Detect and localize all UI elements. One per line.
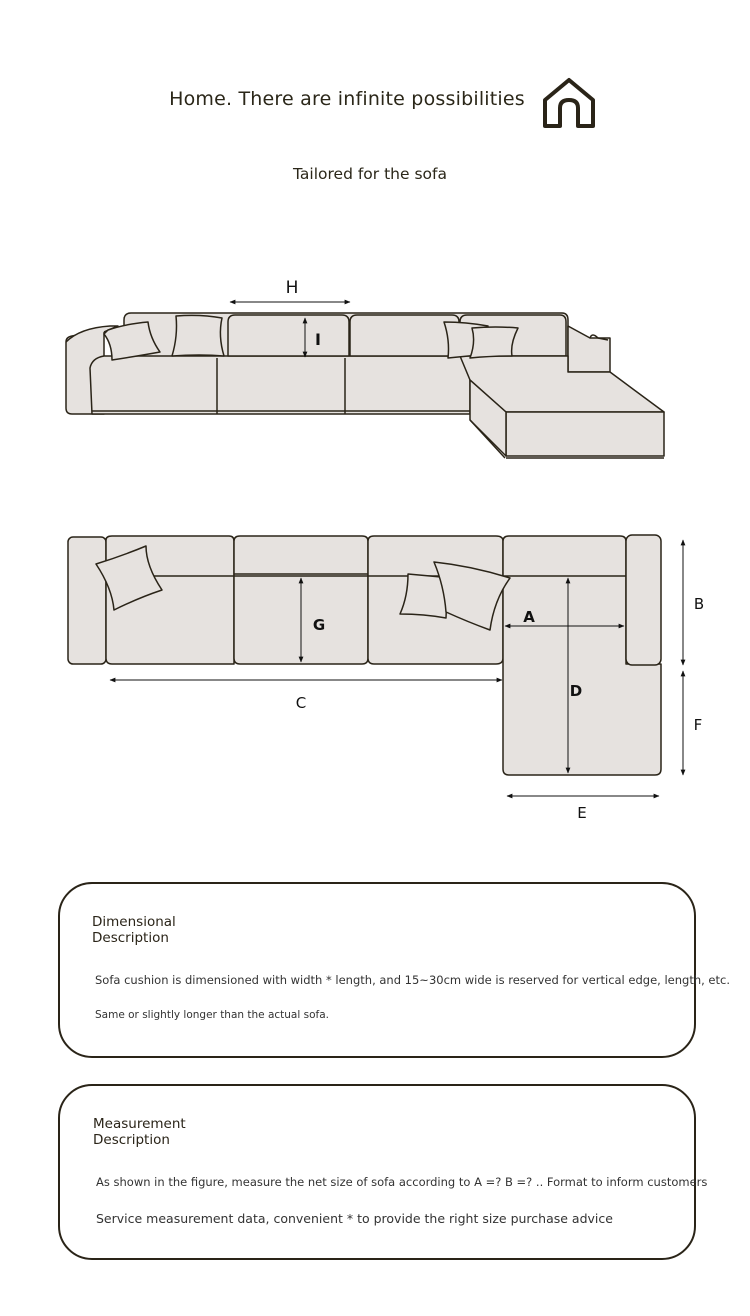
top-right-arm: [626, 535, 661, 665]
sofa-perspective-view: [66, 313, 664, 458]
dimension-label-f: F: [693, 716, 703, 734]
dimension-label-c: C: [295, 694, 307, 712]
dimensional-description-title: [92, 914, 292, 946]
dimension-label-h: H: [285, 278, 299, 298]
back-cushion-1: [228, 315, 349, 356]
dimension-label-i: I: [315, 330, 321, 349]
back-cushion-2: [350, 315, 459, 356]
top-left-arm: [68, 537, 106, 664]
dimensional-description-text-2: Same or slightly longer than the actual sofa.: [95, 1009, 329, 1021]
page-title: Home. There are infinite possibilities: [169, 88, 525, 110]
measurement-description-text-1: As shown in the figure, measure the net size of sofa according to A =? B =? .. Format to inform customers: [96, 1175, 708, 1189]
sofa-seat-front: [90, 356, 470, 414]
dimension-label-d: D: [569, 682, 583, 700]
card-title-line: Description: [93, 1132, 170, 1148]
card-title-line: Measurement: [93, 1116, 186, 1132]
sofa-chaise-front: [506, 412, 664, 456]
card-title-line: Dimensional: [92, 914, 176, 930]
sofa-top-view: [68, 535, 661, 775]
dimension-label-b: B: [693, 595, 705, 613]
pillow-4: [470, 327, 518, 358]
dimension-label-a: A: [523, 608, 535, 626]
page-subtitle: Tailored for the sofa: [293, 165, 447, 183]
dimension-label-e: E: [577, 804, 587, 822]
dimension-label-g: G: [312, 616, 326, 634]
pillow-2: [172, 315, 224, 356]
dimensional-description-text-1: Sofa cushion is dimensioned with width * length, and 15~30cm wide is reserved for vertical edge, length, etc.: [95, 973, 730, 987]
card-title-line: Description: [92, 930, 169, 946]
measurement-description-title: [93, 1116, 293, 1148]
dimensional-description-card: [58, 882, 730, 1058]
measurement-description-card: [58, 1084, 708, 1260]
measurement-description-text-2: Service measurement data, convenient * to provide the right size purchase advice: [96, 1211, 613, 1226]
sofa-right-arm: [568, 326, 610, 372]
